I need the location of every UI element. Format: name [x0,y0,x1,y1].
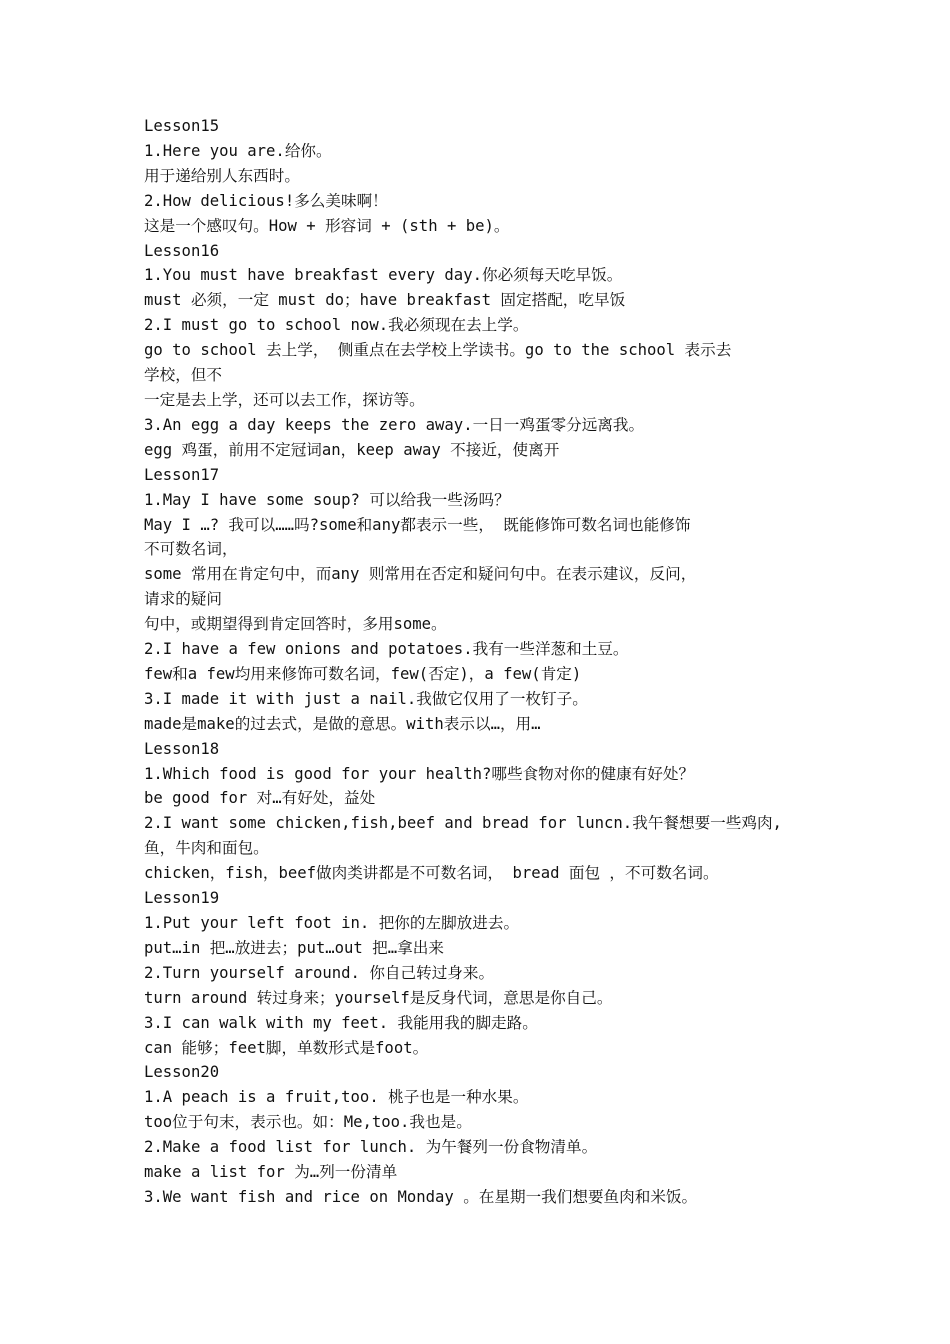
lesson-heading: Lesson16 [144,241,220,260]
note-line: May I …? 我可以……吗?some和any都表示一些， 既能修饰可数名词也能修饰 [144,515,691,534]
lesson-heading: Lesson20 [144,1063,220,1082]
note-line: few和a few均用来修饰可数名词，few(否定)，a few(肯定) [144,664,582,683]
note-line: 请求的疑问 [144,590,222,609]
note-line: turn around 转过身来；yourself是反身代词，意思是你自己。 [144,988,613,1007]
lesson-heading: Lesson18 [144,739,220,758]
note-line: put…in 把…放进去；put…out 把…拿出来 [144,938,444,957]
sentence-line: 鱼，牛肉和面包。 [144,839,269,858]
sentence-line: 1.You must have breakfast every day.你必须每天吃早饭。 [144,266,623,285]
document-body [144,114,824,1210]
note-line: 句中，或期望得到肯定回答时，多用some。 [144,615,447,634]
note-line: egg 鸡蛋，前用不定冠词an，keep away 不接近，使离开 [144,440,560,459]
sentence-line: 2.Turn yourself around. 你自己转过身来。 [144,963,495,982]
sentence-line: 2.I want some chicken,fish,beef and bread for luncn.我午餐想要一些鸡肉, [144,814,782,833]
note-line: go to school 去上学， 侧重点在去学校上学读书。go to the school 表示去 [144,341,732,360]
sentence-line: 1.Which food is good for your health?哪些食物对你的健康有好处？ [144,764,695,783]
sentence-line: 3.An egg a day keeps the zero away.一日一鸡蛋零分远离我。 [144,415,645,434]
note-line: too位于句末，表示也。如：Me,too.我也是。 [144,1113,472,1132]
sentence-line: 3.I made it with just a nail.我做它仅用了一枚钉子。 [144,689,588,708]
note-line: made是make的过去式，是做的意思。with表示以…，用… [144,714,541,733]
note-line: can 能够；feet脚，单数形式是foot。 [144,1038,429,1057]
sentence-line: 2.I have a few onions and potatoes.我有一些洋葱和土豆。 [144,640,629,659]
sentence-line: 2.Make a food list for lunch. 为午餐列一份食物清单。 [144,1138,598,1157]
sentence-line: 3.We want fish and rice on Monday 。在星期一我们想要鱼肉和米饭。 [144,1187,698,1206]
note-line: 学校，但不 [144,366,222,385]
note-line: make a list for 为…列一份清单 [144,1163,398,1182]
note-line: be good for 对…有好处，益处 [144,789,376,808]
lesson-heading: Lesson17 [144,465,220,484]
sentence-line: 1.A peach is a fruit,too. 桃子也是一种水果。 [144,1088,529,1107]
note-line: must 必须，一定 must do；have breakfast 固定搭配，吃早饭 [144,291,626,310]
note-line: chicken，fish，beef做肉类讲都是不可数名词， bread 面包 ，不可数名词。 [144,864,719,883]
sentence-line: 2.I must go to school now.我必须现在去上学。 [144,316,529,335]
sentence-line: 2.How delicious!多么美味啊！ [144,191,388,210]
note-line: 不可数名词， [144,540,238,559]
sentence-line: 1.May I have some soup? 可以给我一些汤吗？ [144,490,510,509]
note-line: 用于递给别人东西时。 [144,166,300,185]
sentence-line: 1.Put your left foot in. 把你的左脚放进去。 [144,914,520,932]
lesson-heading: Lesson19 [144,889,220,908]
sentence-line: 3.I can walk with my feet. 我能用我的脚走路。 [144,1013,538,1032]
note-line: 这是一个感叹句。How + 形容词 + (sth + be)。 [144,216,510,235]
note-line: 一定是去上学，还可以去工作，探访等。 [144,390,425,409]
note-line: some 常用在肯定句中，而any 则常用在否定和疑问句中。在表示建议，反问， [144,565,697,584]
sentence-line: 1.Here you are.给你。 [144,141,332,160]
lesson-heading: Lesson15 [144,117,220,135]
